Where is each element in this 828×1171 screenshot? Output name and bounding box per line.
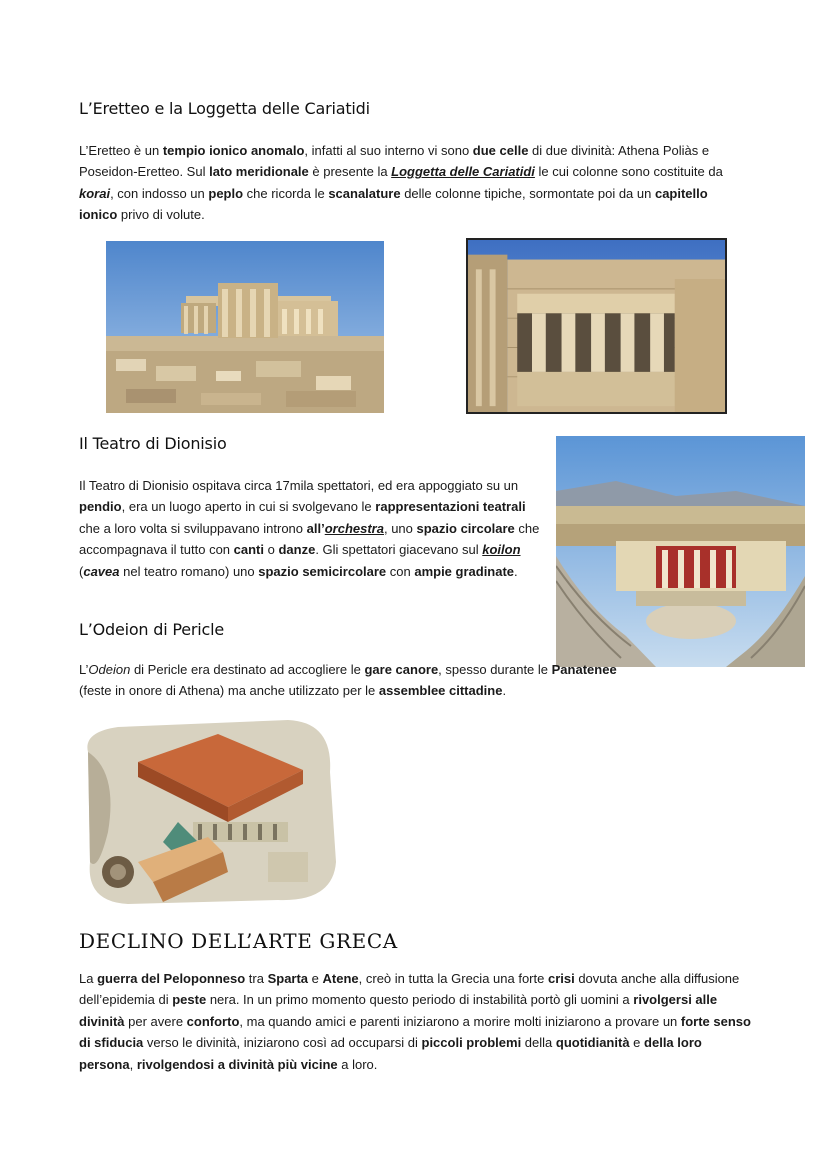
odeion-illustration	[78, 712, 340, 908]
section-title-odeion: L’Odeion di Pericle	[79, 620, 224, 639]
erechtheion-photo	[106, 241, 384, 413]
section-title-declino: DECLINO DELL’ARTE GRECA	[79, 929, 398, 953]
paragraph-eretteo: L’Eretteo è un tempio ionico anomalo, infatti al suo interno vi sono due celle di due divinità: Athena Poliàs e Poseidon-Eretteo. Sul lato meridionale è presente la Loggetta delle Cariatidi le cui colonne sono costituite da korai, con indosso un peplo che ricorda le scanalature delle colonne tipiche, sormontate poi da un capitello ionico privo di volute.	[79, 143, 723, 223]
paragraph-teatro: Il Teatro di Dionisio ospitava circa 17mila spettatori, ed era appoggiato su un pendio, era un luogo aperto in cui si svolgevano le rappresentazioni teatrali che a loro volta si sviluppavano introno all’orchestra, uno spazio circolare che accompagnava il tutto con canti o danze. Gli spettatori giacevano sul koilon (cavea nel teatro romano) uno spazio semicircolare con ampie gradinate.	[79, 478, 540, 579]
section-title-teatro: Il Teatro di Dionisio	[79, 434, 227, 453]
caryatids-photo	[466, 238, 727, 414]
paragraph-odeion: L’Odeion di Pericle era destinato ad accogliere le gare canore, spesso durante le Panatenee (feste in onore di Athena) ma anche utilizzato per le assemblee cittadine.	[79, 662, 617, 699]
paragraph-declino: La guerra del Peloponneso tra Sparta e Atene, creò in tutta la Grecia una forte crisi dovuta anche alla diffusione dell’epidemia di peste nera. In un primo momento questo periodo di instabilità portò gli uomini a rivolgersi alle divinità per avere conforto, ma quando amici e parenti iniziarono a morire molti iniziarono a provare un forte senso di sfiducia verso le divinità, iniziarono così ad occuparsi di piccoli problemi della quotidianità e della loro persona, rivolgendosi a divinità più vicine a loro.	[79, 971, 751, 1072]
section-title-eretteo: L’Eretteo e la Loggetta delle Cariatidi	[79, 99, 370, 118]
theatre-of-dionysus-illustration	[556, 436, 805, 667]
